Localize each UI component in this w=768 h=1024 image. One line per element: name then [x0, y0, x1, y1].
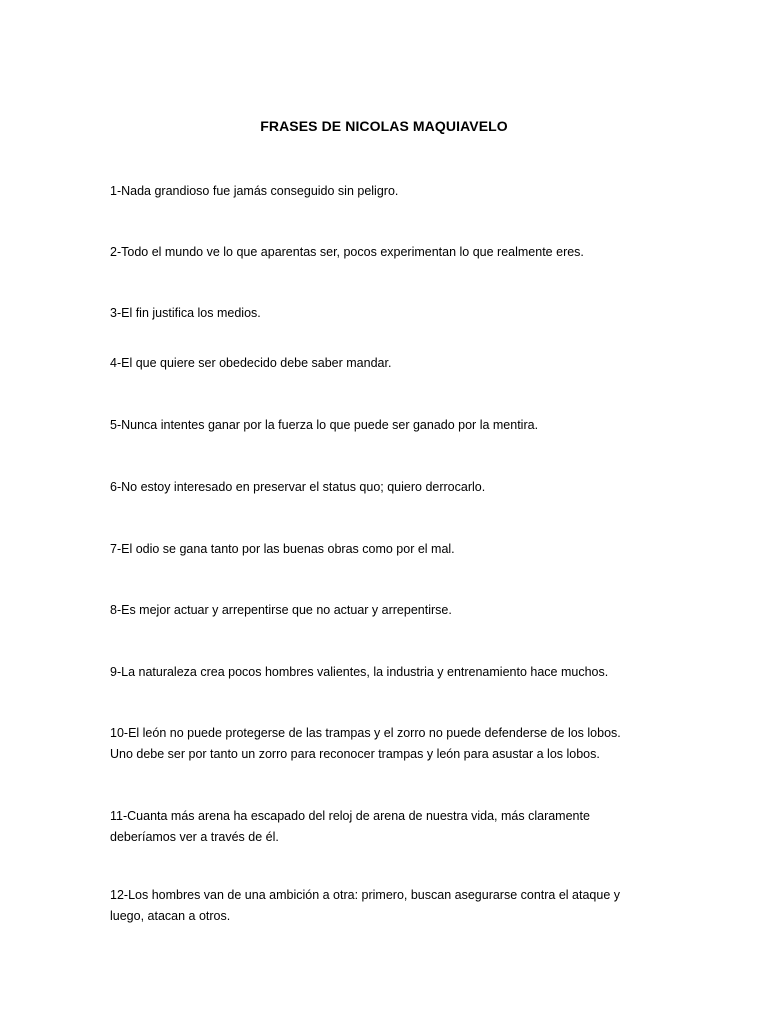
quote-1: 1-Nada grandioso fue jamás conseguido sin peligro.	[110, 184, 399, 198]
quote-12: 12-Los hombres van de una ambición a otra: primero, buscan asegurarse contra el ataque y luego, atacan a otros.	[110, 888, 621, 923]
quote-4: 4-El que quiere ser obedecido debe saber mandar.	[110, 356, 392, 370]
quote-9: 9-La naturaleza crea pocos hombres valientes, la industria y entrenamiento hace muchos.	[110, 665, 609, 679]
document-title: FRASES DE NICOLAS MAQUIAVELO	[260, 118, 508, 134]
quote-7: 7-El odio se gana tanto por las buenas obras como por el mal.	[110, 542, 455, 556]
quote-2: 2-Todo el mundo ve lo que aparentas ser, pocos experimentan lo que realmente eres.	[110, 245, 584, 259]
quote-10: 10-El león no puede protegerse de las trampas y el zorro no puede defenderse de los lobos. Uno debe ser por tanto un zorro para reconocer trampas y león para asustar a los lobos.	[110, 726, 621, 761]
quote-6: 6-No estoy interesado en preservar el status quo; quiero derrocarlo.	[110, 480, 486, 494]
quote-11: 11-Cuanta más arena ha escapado del reloj de arena de nuestra vida, más claramente deberíamos ver a través de él.	[110, 809, 590, 844]
quote-5: 5-Nunca intentes ganar por la fuerza lo que puede ser ganado por la mentira.	[110, 418, 539, 432]
quote-8: 8-Es mejor actuar y arrepentirse que no actuar y arrepentirse.	[110, 603, 452, 617]
quote-3: 3-El fin justifica los medios.	[110, 306, 261, 320]
